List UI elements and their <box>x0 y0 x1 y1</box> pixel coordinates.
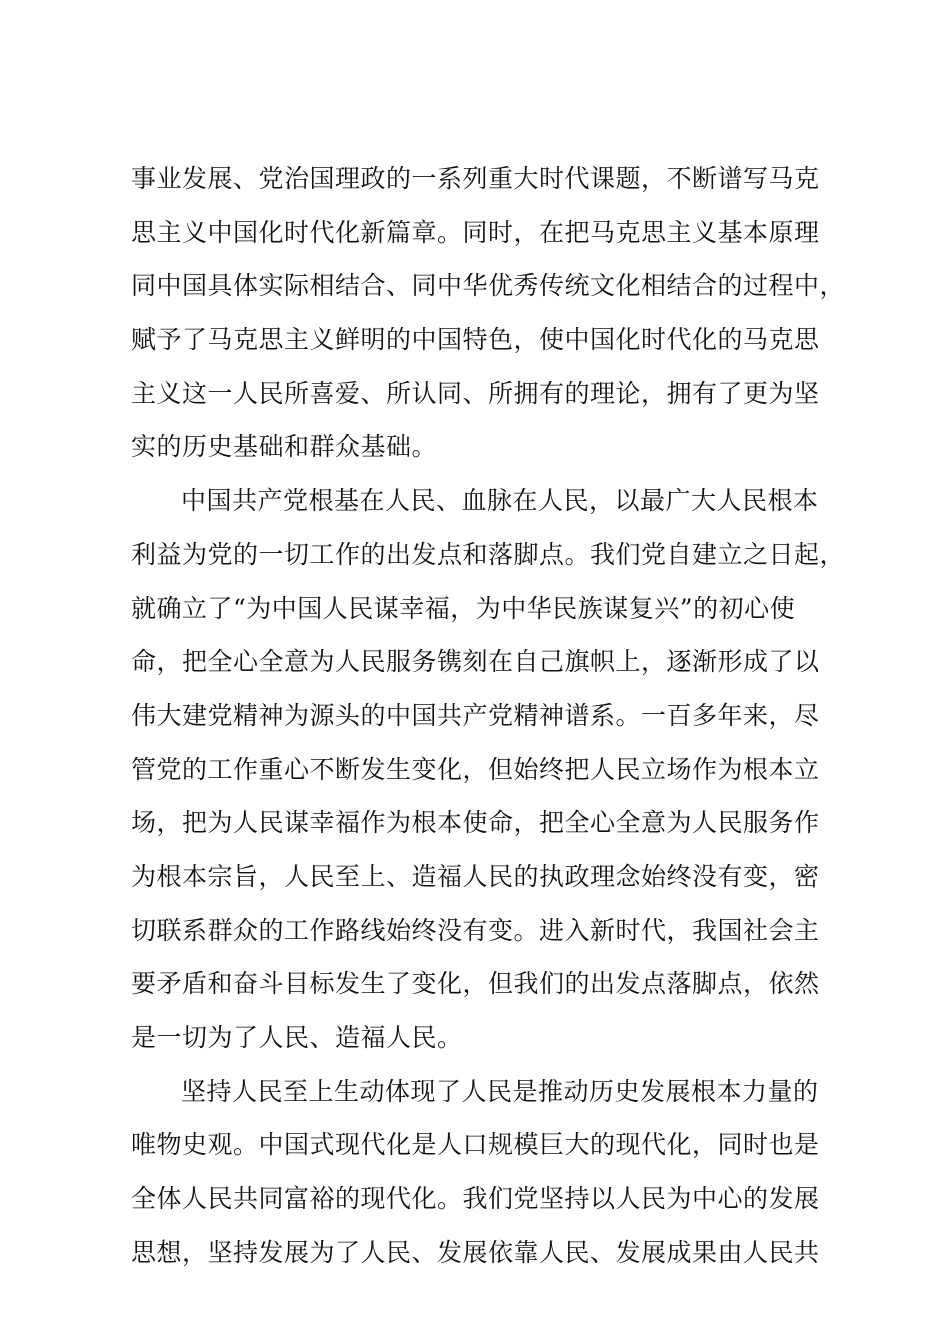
text-line: 全体人民共同富裕的现代化。我们党坚持以人民为中心的发展 <box>131 1184 820 1214</box>
text-line: 主义这一人民所喜爱、所认同、所拥有的理论，拥有了更为坚 <box>131 378 820 408</box>
text-line: 伟大建党精神为源头的中国共产党精神谱系。一百多年来，尽 <box>131 700 820 730</box>
text-line: 要矛盾和奋斗目标发生了变化，但我们的出发点落脚点，依然 <box>131 969 820 999</box>
text-line: 就确立了“为中国人民谋幸福，为中华民族谋复兴”的初心使 <box>131 593 796 623</box>
text-line: 场，把为人民谋幸福作为根本使命，把全心全意为人民服务作 <box>131 808 820 838</box>
paragraph-first-line: 中国共产党根基在人民、血脉在人民，以最广大人民根本 <box>181 486 819 516</box>
text-line: 切联系群众的工作路线始终没有变。进入新时代，我国社会主 <box>131 915 820 945</box>
text-line: 同中国具体实际相结合、同中华优秀传统文化相结合的过程中， <box>131 271 846 301</box>
text-line: 管党的工作重心不断发生变化，但始终把人民立场作为根本立 <box>131 754 820 784</box>
text-line: 为根本宗旨，人民至上、造福人民的执政理念始终没有变，密 <box>131 861 820 891</box>
text-line: 思想，坚持发展为了人民、发展依靠人民、发展成果由人民共 <box>131 1237 820 1267</box>
text-line: 实的历史基础和群众基础。 <box>131 432 438 462</box>
text-line: 是一切为了人民、造福人民。 <box>131 1023 463 1052</box>
text-line: 赋予了马克思主义鲜明的中国特色，使中国化时代化的马克思 <box>131 325 820 355</box>
paragraph-first-line: 坚持人民至上生动体现了人民是推动历史发展根本力量的 <box>181 1076 819 1106</box>
body-text <box>131 152 846 1279</box>
text-line: 思主义中国化时代化新篇章。同时，在把马克思主义基本原理 <box>131 217 820 247</box>
text-line: 唯物史观。中国式现代化是人口规模巨大的现代化，同时也是 <box>131 1130 820 1160</box>
text-line: 事业发展、党治国理政的一系列重大时代课题，不断谱写马克 <box>131 164 820 193</box>
text-line: 命，把全心全意为人民服务镌刻在自己旗帜上，逐渐形成了以 <box>131 647 820 677</box>
text-line: 利益为党的一切工作的出发点和落脚点。我们党自建立之日起， <box>131 539 846 569</box>
